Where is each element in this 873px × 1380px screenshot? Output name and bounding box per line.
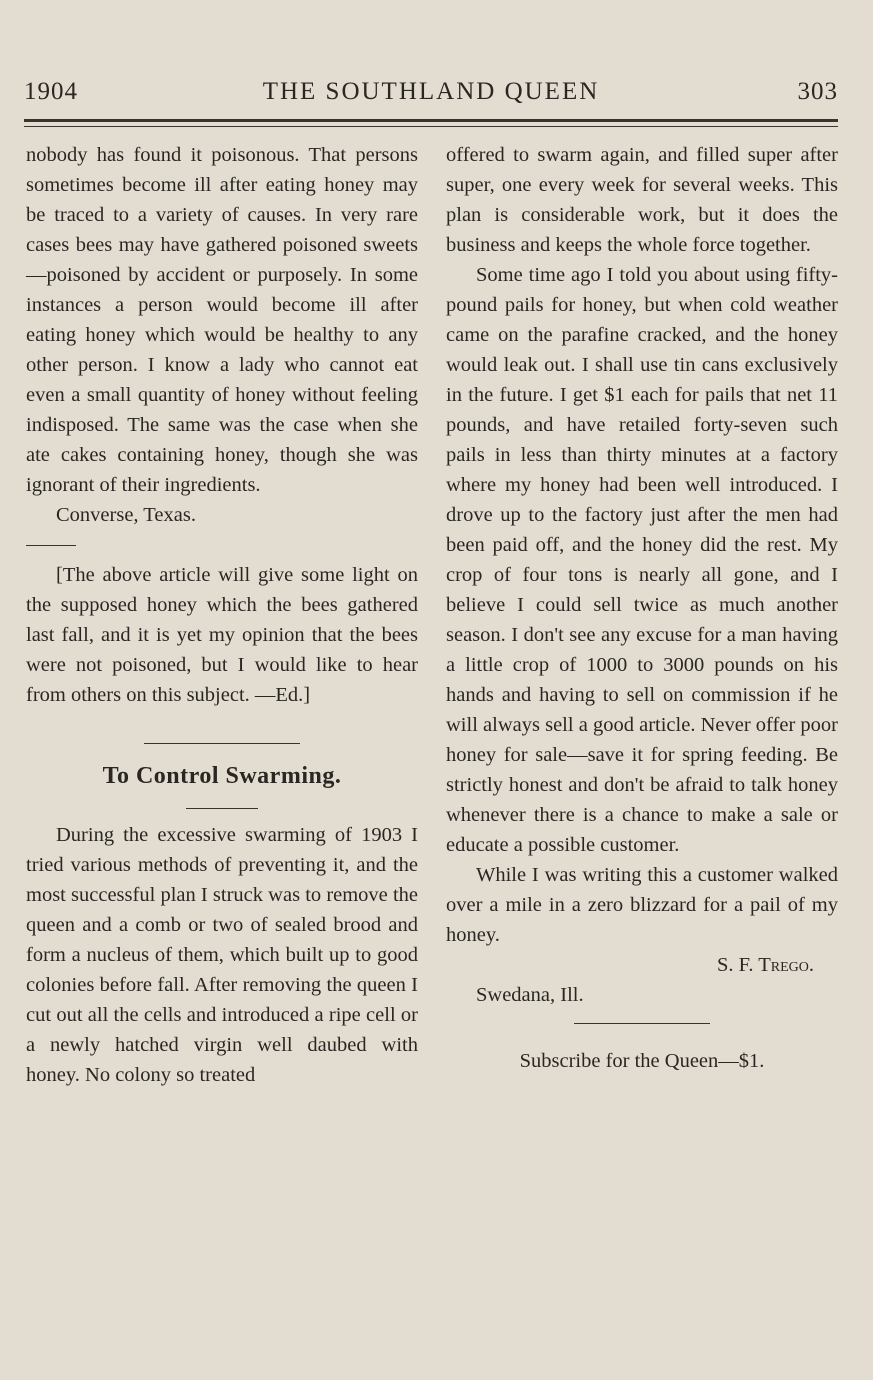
left-column [26,140,418,1090]
header-rule-thick [24,119,838,122]
customer-paragraph: While I was writing this a customer walked over a mile in a zero blizzard for a pail of my honey. [446,864,838,946]
editor-note: [The above article will give some light on the supposed honey which the bees gathered last fall, and it is yet my opinion that the bees were not poisoned, but I would like to hear from others on this subject. —Ed.] [26,564,418,706]
publication-title: THE SOUTHLAND QUEEN [262,78,600,105]
swarming-paragraph: During the excessive swarming of 1903 I tried various methods of preventing it, and the most successful plan I struck was to remove the queen and a comb or two of sealed brood and form a nucleus of them, which built up to good colonies before fall. After removing the queen I cut out all the cells and introduced a ripe cell or a newly hatched virgin well daubed with honey. No colony so treated [26,824,418,1086]
page-header [24,78,838,112]
continued-paragraph: nobody has found it poisonous. That persons sometimes become ill after eating honey may be traced to a variety of causes. In very rare cases bees may have gathered poisoned sweets—poisoned by accident or purposely. In some instances a person would become ill after eating honey which would be healthy to any other person. I know a lady who cannot eat even a small quantity of honey without feeling indisposed. The same was the case when she ate cakes containing honey, though she was ignorant of their ingredients. [26,144,418,496]
subscribe-notice: Subscribe for the Queen—$1. [519,1050,765,1072]
header-rule-thin [24,126,838,127]
right-column [446,140,838,1076]
section-divider [26,730,418,756]
header-year: 1904 [24,78,78,105]
page-number: 303 [797,78,838,105]
author-place-right: Swedana, Ill. [476,984,584,1006]
author-place: Converse, Texas. [56,504,196,526]
short-divider [26,530,418,560]
closing-divider [446,1010,838,1036]
title-underline [26,796,418,820]
honey-pails-paragraph: Some time ago I told you about using fifty-pound pails for honey, but when cold weather came on the parafine cracked, and the honey would leak out. I shall use tin cans exclusively in the future. I get $1 each for pails that net 11 pounds, and have retailed forty-seven such pails in less than thirty minutes at a factory where my honey had been well introduced. I drove up to the factory just after the men had been paid off, and the honey did the rest. My crop of four tons is nearly all gone, and I believe I could sell twice as much another season. I don't see any excuse for a man having a little crop of 1000 to 3000 pounds on his hands and having to sell on commission if he will always sell a good article. Never offer poor honey for sale—save it for spring feeding. Be strictly honest and don't be afraid to talk honey whenever there is a chance to make a sale or educate a possible customer. [446,264,838,856]
section-title: To Control Swarming. [102,763,342,789]
continued-paragraph-right: offered to swarm again, and filled super after super, one every week for several weeks. This plan is considerable work, but it does the business and keeps the whole force together. [446,144,838,256]
author-signature: S. F. Trego. [716,954,814,976]
